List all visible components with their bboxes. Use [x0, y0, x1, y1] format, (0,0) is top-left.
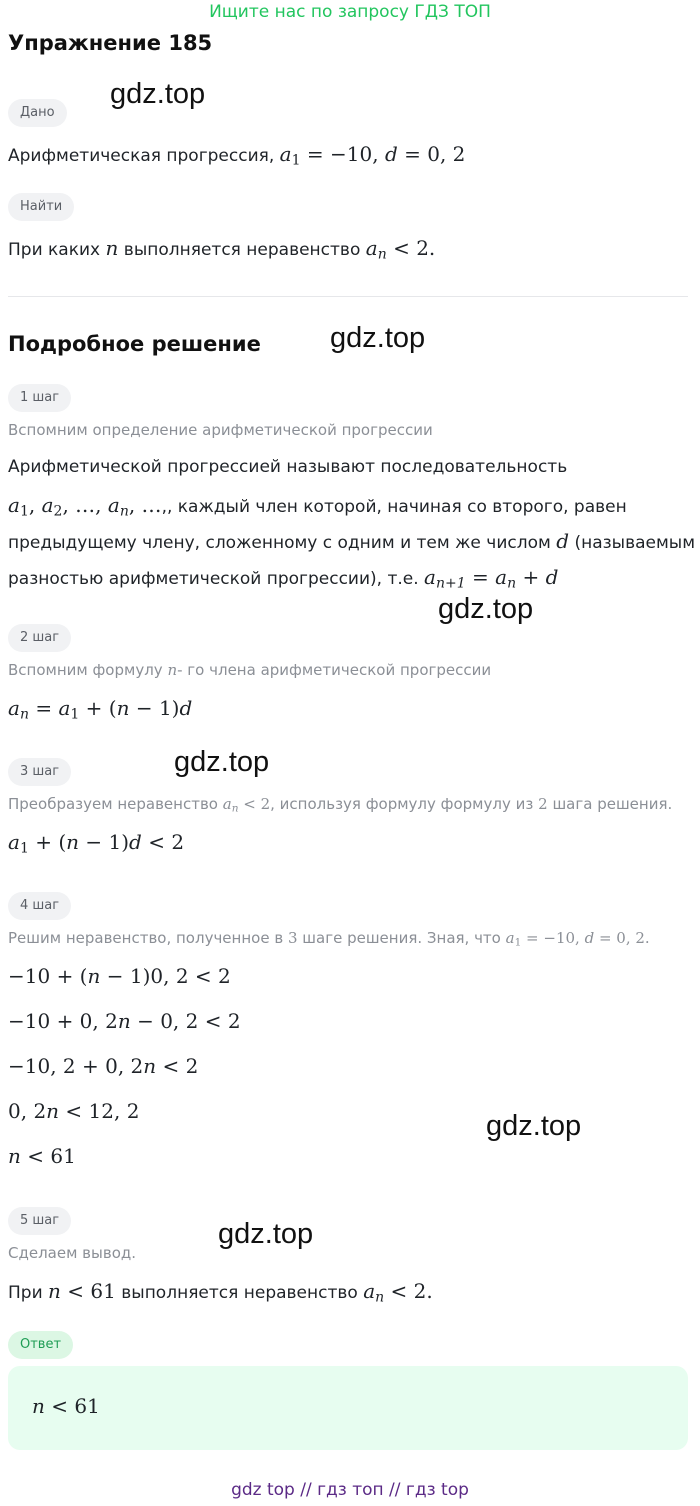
formula: −10, 2 + 0, 2n < 2	[8, 1054, 199, 1078]
formula: 0, 2n < 12, 2	[8, 1099, 140, 1123]
step-badge: 3 шаг	[8, 758, 71, 786]
footer-links[interactable]: gdz top // гдз топ // гдз top	[231, 1480, 469, 1500]
given-text: Арифметическая прогрессия, $a_1 = -10$, d = 0, 2	[8, 142, 466, 169]
conclusion-text: При n < 61 выполняется неравенство $a_n < 2$.	[8, 1279, 433, 1306]
formula: $a_n = a_1 + (n - 1)d$	[8, 696, 193, 723]
step-hint: Решим неравенство, полученное в 3 шаге решения. Зная, что $a_1 = -10$, d = 0, 2.	[8, 929, 650, 949]
formula: −10 + (n − 1)0, 2 < 2	[8, 964, 231, 988]
step-badge: 4 шаг	[8, 892, 71, 920]
answer-badge: Ответ	[8, 1331, 73, 1359]
solution-title: Подробное решение	[8, 332, 261, 356]
watermark: gdz.top	[486, 1110, 582, 1142]
divider	[8, 296, 688, 297]
step-text: предыдущему члену, сложенному с одним и тем же числом d (называемым	[8, 529, 696, 553]
watermark: gdz.top	[218, 1218, 314, 1250]
step-text: $a_1$, $a_2$, …, $a_n$, …,, каждый член которой, начиная со второго, равен	[8, 493, 627, 520]
step-badge: 2 шаг	[8, 624, 71, 652]
step-text: Арифметической прогрессией называют последовательность	[8, 457, 568, 477]
step-hint: Сделаем вывод.	[8, 1244, 137, 1262]
answer-box	[8, 1366, 688, 1450]
find-badge: Найти	[8, 193, 74, 221]
step-hint: Вспомним формулу n- го члена арифметической прогрессии	[8, 661, 492, 679]
step-text: разностью арифметической прогрессии), т.е. $a_{n+1} = a_n + d$	[8, 565, 559, 592]
step-badge: 1 шаг	[8, 384, 71, 412]
watermark: gdz.top	[438, 593, 534, 625]
formula: n < 61	[8, 1144, 76, 1168]
formula: $a_1 + (n - 1)d < 2$	[8, 830, 185, 857]
watermark: gdz.top	[330, 322, 426, 354]
given-badge: Дано	[8, 99, 67, 127]
step-badge: 5 шаг	[8, 1207, 71, 1235]
watermark: gdz.top	[174, 746, 270, 778]
top-banner: Ищите нас по запросу ГДЗ ТОП	[209, 2, 491, 22]
step-hint: Вспомним определение арифметической прогрессии	[8, 421, 433, 439]
watermark: gdz.top	[110, 78, 206, 110]
given-formula: $a_1 = -10$, d = 0, 2	[279, 142, 466, 169]
answer-value: n < 61	[32, 1394, 100, 1418]
find-text: При каких n выполняется неравенство $a_n < 2$.	[8, 236, 436, 263]
formula: −10 + 0, 2n − 0, 2 < 2	[8, 1009, 241, 1033]
step-hint: Преобразуем неравенство $a_n < 2$, используя формулу формулу из 2 шага решения.	[8, 795, 673, 815]
exercise-title: Упражнение 185	[8, 31, 213, 55]
